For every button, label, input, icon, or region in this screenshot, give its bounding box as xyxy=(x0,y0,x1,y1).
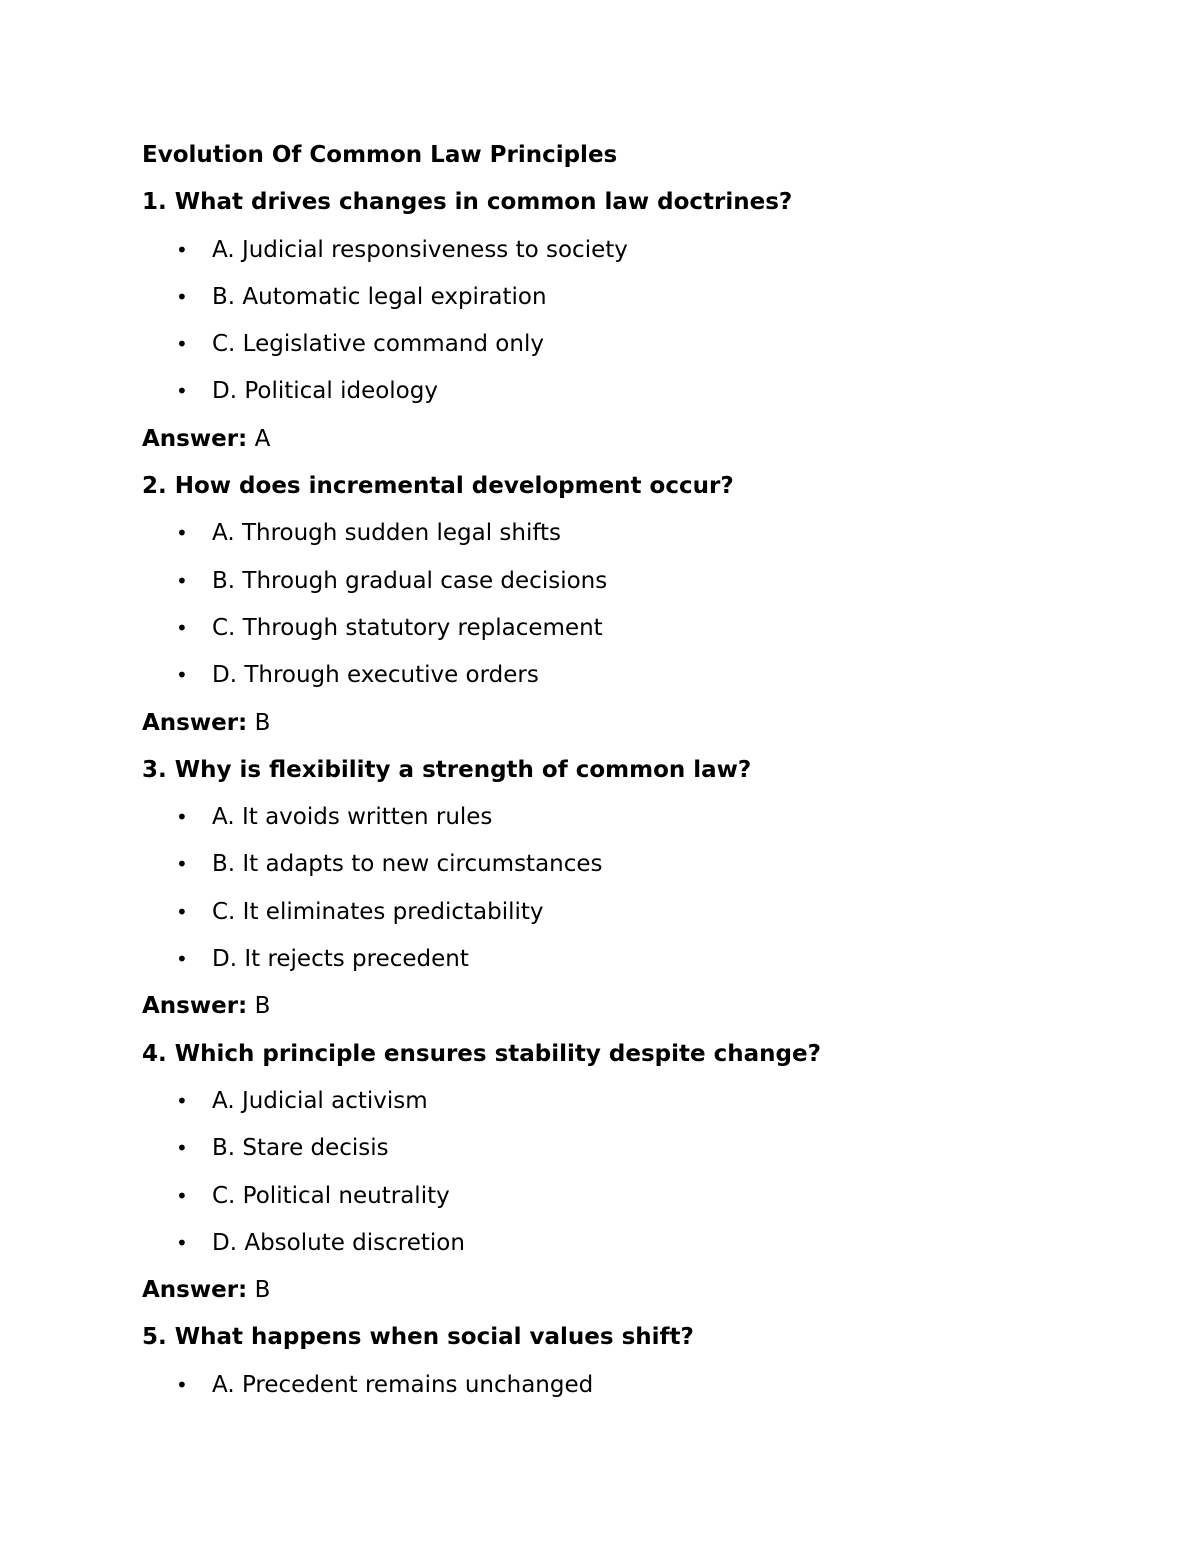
question-2: 2. How does incremental development occur? xyxy=(142,473,734,500)
option-4a xyxy=(142,1083,1102,1130)
answer-value: B xyxy=(254,1277,271,1304)
option-1b xyxy=(142,279,1102,326)
bullet-icon: • xyxy=(176,663,188,688)
option-1a xyxy=(142,232,1102,279)
option-text: B. It adapts to new circumstances xyxy=(212,851,603,878)
bullet-icon: • xyxy=(176,379,188,404)
document-title: Evolution Of Common Law Principles xyxy=(142,142,618,168)
option-4b xyxy=(142,1130,1102,1177)
option-text: C. Legislative command only xyxy=(212,331,544,358)
option-text: A. It avoids written rules xyxy=(212,804,493,831)
question-4: 4. Which principle ensures stability despite change? xyxy=(142,1040,821,1067)
bullet-icon: • xyxy=(176,1230,188,1255)
bullet-icon: • xyxy=(176,521,188,546)
option-text: D. Political ideology xyxy=(212,378,438,405)
bullet-icon: • xyxy=(176,947,188,972)
option-text: B. Automatic legal expiration xyxy=(212,283,547,310)
option-text: A. Judicial activism xyxy=(212,1087,428,1114)
bullet-icon: • xyxy=(176,899,188,924)
option-text: C. Through statutory replacement xyxy=(212,614,603,641)
answer-value: B xyxy=(254,993,271,1020)
option-5a xyxy=(142,1367,1102,1414)
answer-label: Answer: xyxy=(142,425,248,452)
bullet-icon: • xyxy=(176,615,188,640)
question-5: 5. What happens when social values shift? xyxy=(142,1324,694,1351)
document-content xyxy=(142,137,1102,1414)
bullet-icon: • xyxy=(176,284,188,309)
answer-label: Answer: xyxy=(142,709,248,736)
bullet-icon: • xyxy=(176,1183,188,1208)
answer-4 xyxy=(142,1272,1102,1319)
answer-1 xyxy=(142,421,1102,468)
option-3d xyxy=(142,941,1102,988)
option-2a xyxy=(142,515,1102,562)
option-2d xyxy=(142,657,1102,704)
bullet-icon: • xyxy=(176,568,188,593)
option-3c xyxy=(142,894,1102,941)
bullet-icon: • xyxy=(176,1136,188,1161)
option-4d xyxy=(142,1225,1102,1272)
answer-label: Answer: xyxy=(142,1277,248,1304)
bullet-icon: • xyxy=(176,852,188,877)
option-text: B. Stare decisis xyxy=(212,1135,389,1162)
option-4c xyxy=(142,1178,1102,1225)
bullet-icon: • xyxy=(176,805,188,830)
option-text: D. It rejects precedent xyxy=(212,946,469,973)
option-text: A. Judicial responsiveness to society xyxy=(212,236,628,263)
option-2c xyxy=(142,610,1102,657)
answer-value: A xyxy=(254,425,271,452)
option-2b xyxy=(142,563,1102,610)
option-1d xyxy=(142,373,1102,420)
option-text: B. Through gradual case decisions xyxy=(212,567,608,594)
answer-3 xyxy=(142,988,1102,1035)
option-1c xyxy=(142,326,1102,373)
answer-label: Answer: xyxy=(142,993,248,1020)
option-3a xyxy=(142,799,1102,846)
answer-2 xyxy=(142,705,1102,752)
answer-value: B xyxy=(254,709,271,736)
bullet-icon: • xyxy=(176,1372,188,1397)
option-text: A. Precedent remains unchanged xyxy=(212,1371,594,1398)
bullet-icon: • xyxy=(176,237,188,262)
option-text: A. Through sudden legal shifts xyxy=(212,520,562,547)
option-3b xyxy=(142,846,1102,893)
option-text: D. Through executive orders xyxy=(212,662,539,689)
question-1: 1. What drives changes in common law doctrines? xyxy=(142,189,793,216)
bullet-icon: • xyxy=(176,1088,188,1113)
question-3: 3. Why is flexibility a strength of common law? xyxy=(142,756,752,783)
option-text: C. Political neutrality xyxy=(212,1182,450,1209)
option-text: D. Absolute discretion xyxy=(212,1229,465,1256)
bullet-icon: • xyxy=(176,332,188,357)
option-text: C. It eliminates predictability xyxy=(212,898,544,925)
